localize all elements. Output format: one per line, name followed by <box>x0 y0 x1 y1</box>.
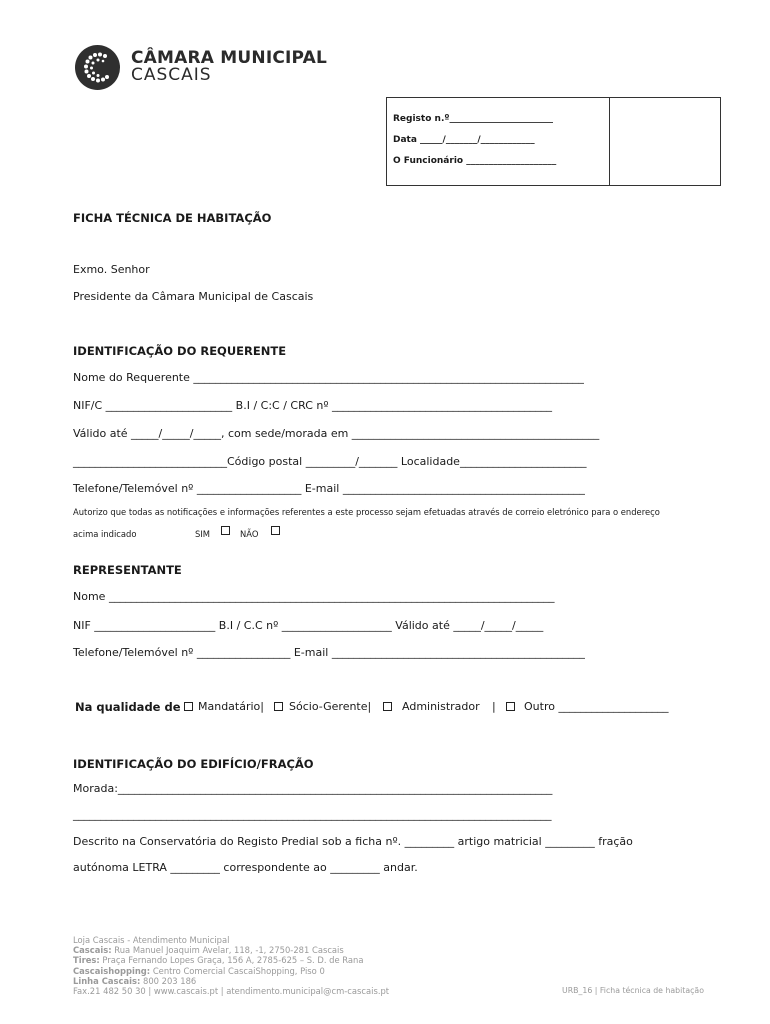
socio-gerente-label: Sócio-Gerente| <box>289 700 372 713</box>
footer-line5-text: 800 203 186 <box>142 975 197 986</box>
autorizo-text: Autorizo que todas as notificações e informações referentes a este processo sejam efetuadas através de correio eletrónico para o endereço <box>73 507 660 517</box>
footer-document-code: URB_16 | Ficha técnica de habitação <box>562 986 704 995</box>
footer-line3 <box>73 955 389 965</box>
administrador-label: Administrador <box>402 700 480 713</box>
requerente-nif-field[interactable]: NIF/C _______________________ B.I / C:C / CRC nº ________________________________________ <box>73 399 553 412</box>
footer-line1: Loja Cascais - Atendimento Municipal <box>73 935 230 945</box>
section-edificio-heading: IDENTIFICAÇÃO DO EDIFÍCIO/FRAÇÃO <box>73 757 314 771</box>
registo-funcionario-field[interactable]: O Funcionário ____________________ <box>393 156 557 166</box>
footer-line6: Fax.21 482 50 30 | www.cascais.pt | atendimento.municipal@cm-cascais.pt <box>73 986 390 997</box>
requerente-nome-field[interactable]: Nome do Requerente _______________________________________________________________________ <box>73 371 584 384</box>
sim-label: SIM <box>195 529 211 539</box>
edificio-descrito-field[interactable]: Descrito na Conservatória do Registo Predial sob a ficha nº. _________ artigo matricial _________ fração <box>73 835 633 848</box>
qualidade-label: Na qualidade de <box>75 700 181 714</box>
logo-title: CÂMARA MUNICIPAL <box>131 48 328 68</box>
page-title: FICHA TÉCNICA DE HABITAÇÃO <box>73 211 272 225</box>
registo-number-field[interactable]: Registo n.º_______________________ <box>393 114 553 124</box>
footer-line2-text: Rua Manuel Joaquim Avelar, 118, -1, 2750-281 Cascais <box>114 945 344 956</box>
requerente-codigo-postal-field[interactable]: ____________________________Código postal _________/_______ Localidade_______________________ <box>73 455 587 468</box>
camara-logo-icon <box>75 45 120 90</box>
salutation-line1: Exmo. Senhor <box>73 263 150 276</box>
footer-line3-text: Praça Fernando Lopes Graça, 156 A, 2785-625 – S. D. de Rana <box>102 955 364 966</box>
nao-label: NÃO <box>240 529 259 539</box>
representante-nome-field[interactable]: Nome _________________________________________________________________________________ <box>73 590 555 603</box>
section-requerente-heading: IDENTIFICAÇÃO DO REQUERENTE <box>73 344 287 358</box>
footer-line2 <box>73 945 389 955</box>
footer-line5 <box>73 976 389 986</box>
requerente-telefone-field[interactable]: Telefone/Telemóvel nº ___________________ E-mail ____________________________________________ <box>73 482 585 495</box>
registo-box-divider <box>609 98 610 185</box>
section-representante-heading: REPRESENTANTE <box>73 563 182 577</box>
footer-line4-label: Cascaishopping: <box>73 965 151 976</box>
edificio-morada-line2-field[interactable]: _______________________________________________________________________________________ <box>73 808 552 821</box>
outro-field[interactable]: Outro ____________________ <box>524 700 669 713</box>
edificio-morada-field[interactable]: Morada:_______________________________________________________________________________ <box>73 782 553 795</box>
salutation-line2: Presidente da Câmara Municipal de Cascais <box>73 290 314 303</box>
administrador-checkbox[interactable] <box>383 702 392 711</box>
footer-address-block <box>73 935 389 996</box>
representante-nif-field[interactable]: NIF ______________________ B.I / C.C nº ____________________ Válido até _____/_____/_____ <box>73 619 544 632</box>
mandatario-label: Mandatário| <box>198 700 264 713</box>
socio-gerente-checkbox[interactable] <box>274 702 283 711</box>
footer-line4-text: Centro Comercial CascaiShopping, Piso 0 <box>152 965 325 976</box>
nao-checkbox[interactable] <box>271 526 280 535</box>
edificio-autonoma-field[interactable]: autónoma LETRA _________ correspondente ao _________ andar. <box>73 861 418 874</box>
sim-checkbox[interactable] <box>221 526 230 535</box>
qualidade-separator: | <box>492 700 496 713</box>
footer-line3-label: Tires: <box>73 955 100 966</box>
registo-date-field[interactable]: Data _____/_______/____________ <box>393 135 535 145</box>
requerente-valido-field[interactable]: Válido até _____/_____/_____, com sede/morada em _____________________________________________ <box>73 427 600 440</box>
footer-line5-label: Linha Cascais: <box>73 975 141 986</box>
mandatario-checkbox[interactable] <box>184 702 193 711</box>
representante-telefone-field[interactable]: Telefone/Telemóvel nº _________________ E-mail ______________________________________________ <box>73 646 585 659</box>
acima-indicado-text: acima indicado <box>73 529 137 539</box>
outro-checkbox[interactable] <box>506 702 515 711</box>
footer-line4 <box>73 966 389 976</box>
footer-line2-label: Cascais: <box>73 945 112 956</box>
logo-subtitle: CASCAIS <box>131 65 212 85</box>
